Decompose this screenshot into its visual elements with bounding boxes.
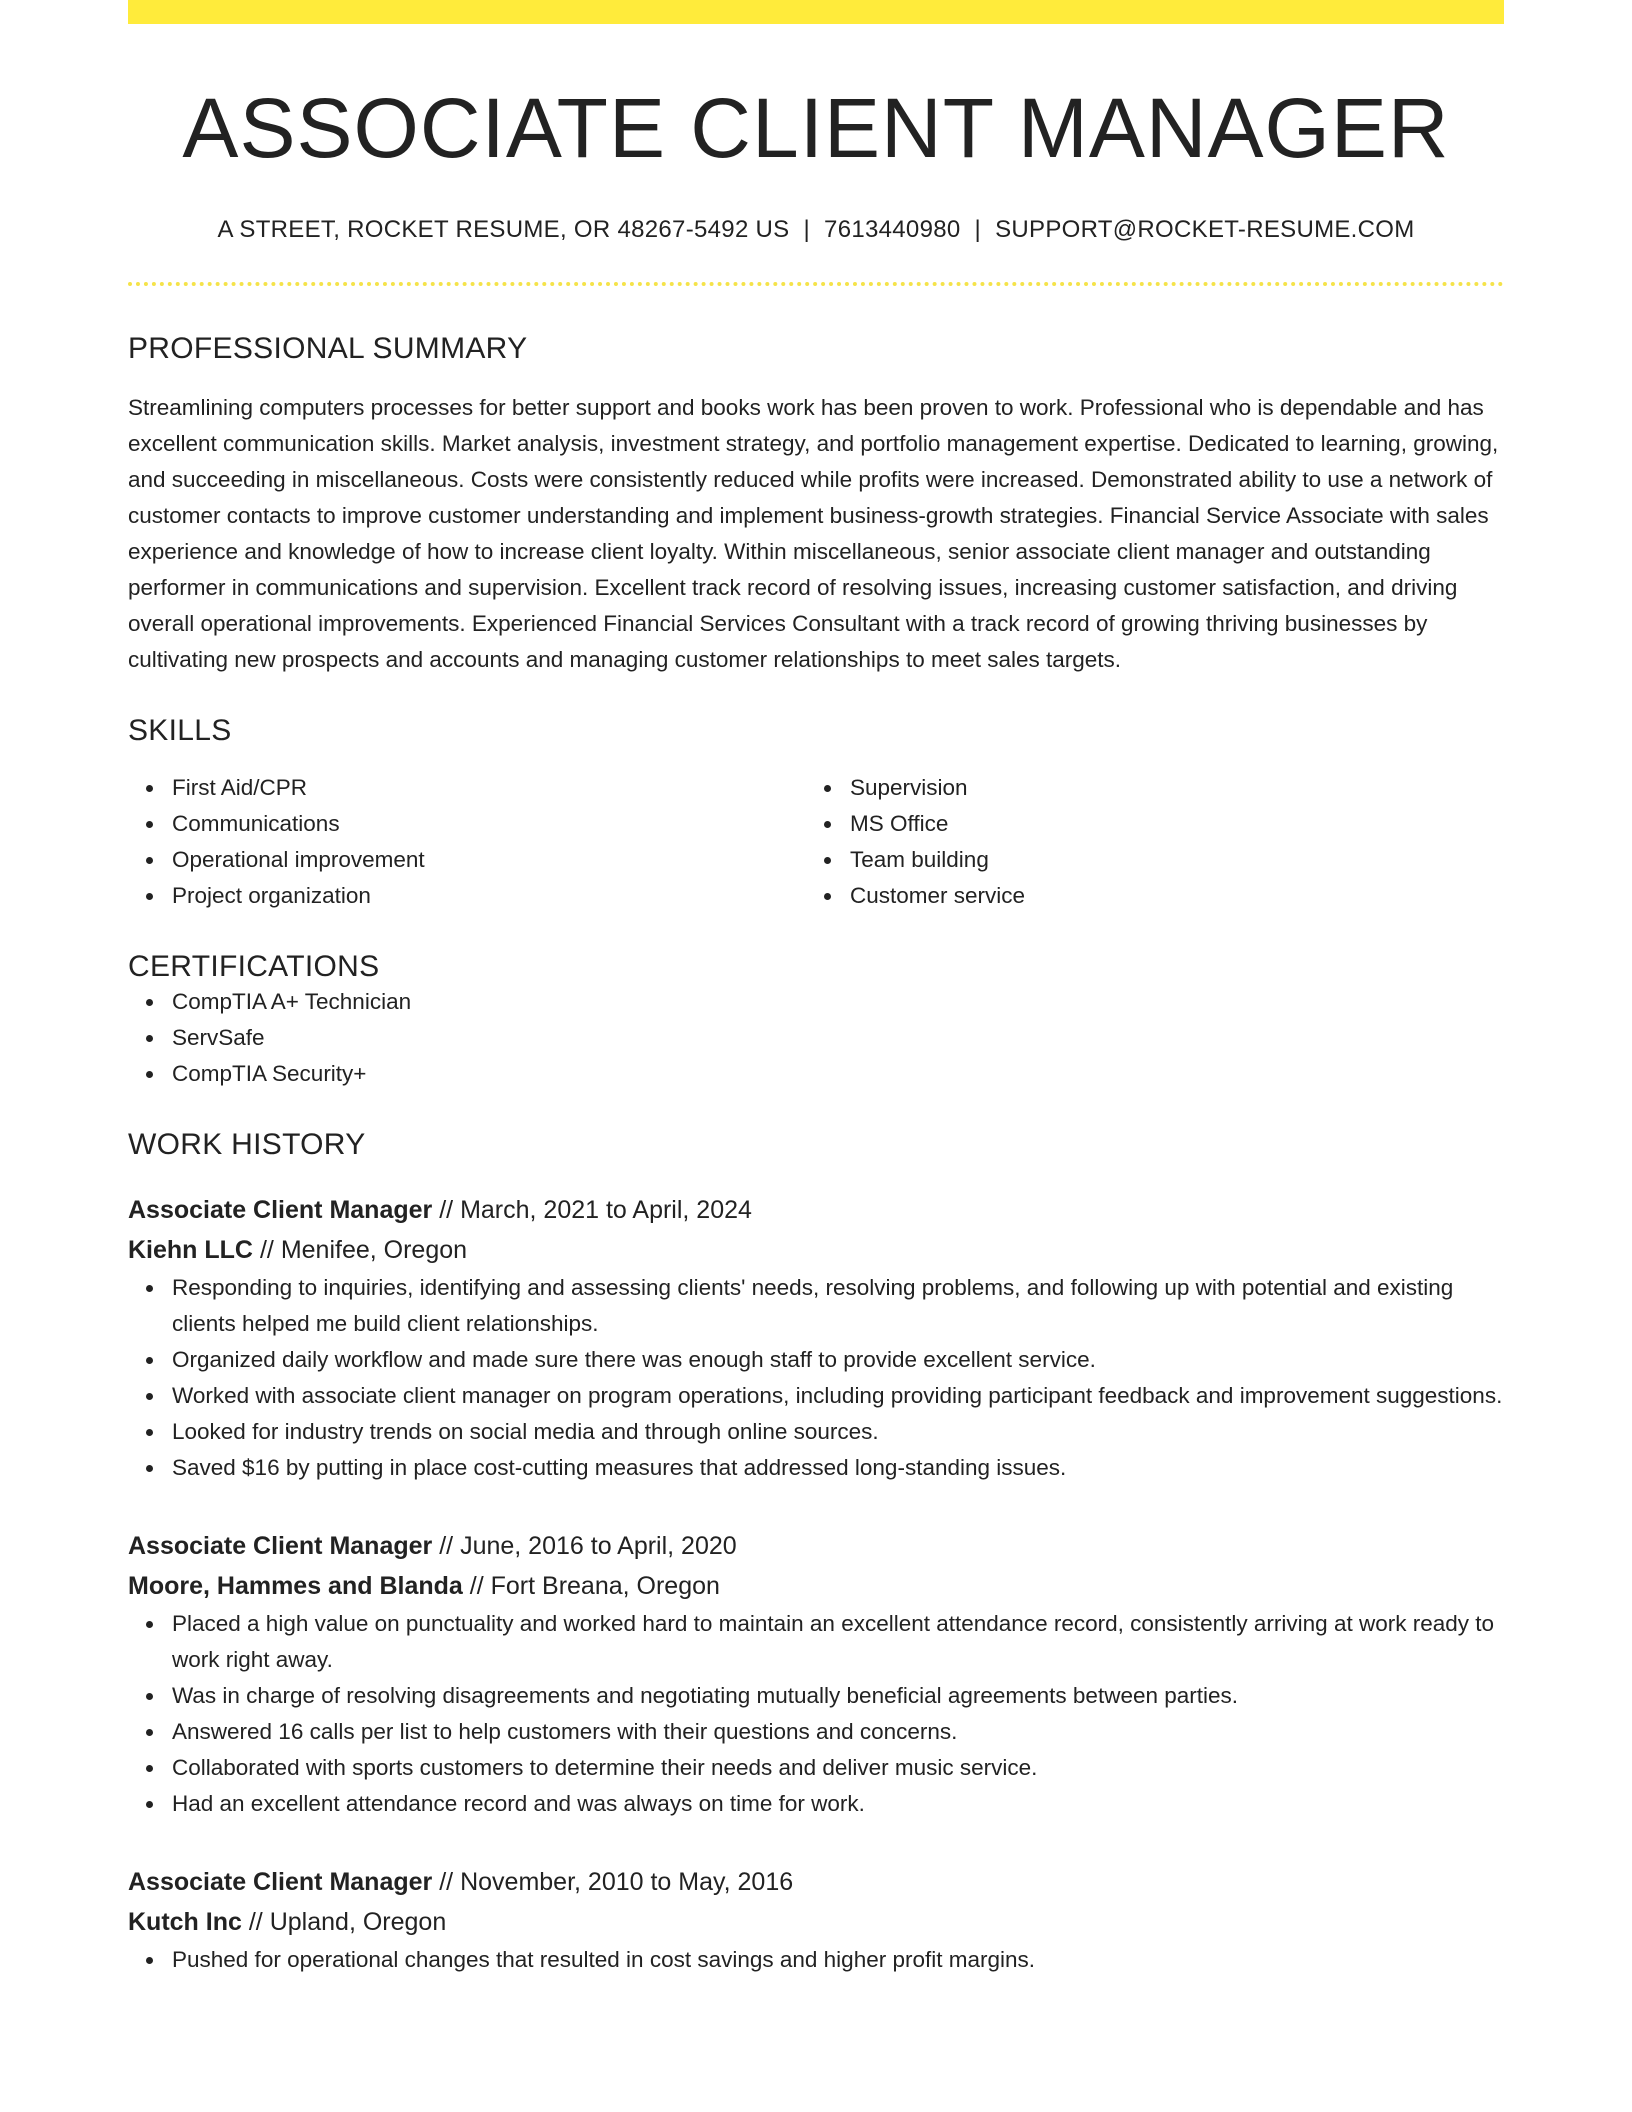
job-company-line [128,1902,1504,1942]
list-item: Communications [128,806,806,842]
skills-column-right [806,770,1484,914]
job-divider: // [469,1572,484,1601]
contact-separator: | [803,216,811,244]
certifications-section-title: CERTIFICATIONS [128,950,380,984]
skills-grid [128,770,1504,914]
job-location: Fort Breana, Oregon [490,1572,720,1601]
list-item: Had an excellent attendance record and was always on time for work. [128,1786,1504,1822]
skills-column-left [128,770,806,914]
skills-list-right [806,770,1484,914]
resume-page [128,0,1504,1978]
list-item: CompTIA Security+ [128,1056,1504,1092]
list-item: ServSafe [128,1020,1504,1056]
skills-list-left [128,770,806,914]
job-company: Moore, Hammes and Blanda [128,1572,463,1601]
job-role-line [128,1526,1504,1566]
job-dates: March, 2021 to April, 2024 [460,1196,752,1225]
list-item: Placed a high value on punctuality and worked hard to maintain an excellent attendance record, consistently arriving at work ready to work right away. [128,1606,1504,1678]
job-dates: November, 2010 to May, 2016 [460,1868,794,1897]
job-bullets [128,1942,1504,1978]
job-role: Associate Client Manager [128,1868,433,1897]
job-role-line [128,1190,1504,1230]
resume-name-heading: ASSOCIATE CLIENT MANAGER [182,81,1450,175]
job-role: Associate Client Manager [128,1196,433,1225]
list-item: Looked for industry trends on social media and through online sources. [128,1414,1504,1450]
job-dates: June, 2016 to April, 2020 [460,1532,737,1561]
contact-line [128,216,1504,244]
job-bullets [128,1270,1504,1486]
accent-top-bar [128,0,1504,24]
list-item: Team building [806,842,1484,878]
job-divider: // [259,1236,274,1265]
job-divider: // [248,1908,263,1937]
list-item: Supervision [806,770,1484,806]
job-entry [128,1190,1504,1486]
job-location: Menifee, Oregon [280,1236,468,1265]
job-divider: // [439,1196,454,1225]
dotted-divider [128,282,1504,286]
job-company: Kutch Inc [128,1908,242,1937]
list-item: Was in charge of resolving disagreements and negotiating mutually beneficial agreements between parties. [128,1678,1504,1714]
list-item: Operational improvement [128,842,806,878]
job-role-line [128,1862,1504,1902]
job-entry [128,1526,1504,1822]
job-entry [128,1862,1504,1978]
job-role: Associate Client Manager [128,1532,433,1561]
skills-section-title: SKILLS [128,714,232,748]
list-item: Pushed for operational changes that resulted in cost savings and higher profit margins. [128,1942,1504,1978]
summary-section-title: PROFESSIONAL SUMMARY [128,332,528,366]
contact-address: A STREET, ROCKET RESUME, OR 48267-5492 US [217,216,790,244]
job-divider: // [439,1868,454,1897]
contact-separator: | [974,216,982,244]
summary-paragraph: Streamlining computers processes for better support and books work has been proven to work. Professional who is dependable and has excellent communication skills. Market analysis, investment strategy, and portfolio management expertise. Dedicated to learning, growing, and succeeding in miscellaneous. Costs were consistently reduced while profits were increased. Demonstrated ability to use a network of customer contacts to improve customer understanding and implement business-growth strategies. Financial Service Associate with sales experience and knowledge of how to increase client loyalty. Within miscellaneous, senior associate client manager and outstanding performer in communications and supervision. Excellent track record of resolving issues, increasing customer satisfaction, and driving overall operational improvements. Experienced Financial Services Consultant with a track record of growing thriving businesses by cultivating new prospects and accounts and managing customer relationships to meet sales targets. [128,395,1499,673]
certifications-list [128,984,1504,1092]
work-history-section-title: WORK HISTORY [128,1128,366,1162]
list-item: Organized daily workflow and made sure there was enough staff to provide excellent service. [128,1342,1504,1378]
job-location: Upland, Oregon [269,1908,447,1937]
job-divider: // [439,1532,454,1561]
list-item: Saved $16 by putting in place cost-cutting measures that addressed long-standing issues. [128,1450,1504,1486]
contact-phone: 7613440980 [824,216,961,244]
list-item: CompTIA A+ Technician [128,984,1504,1020]
job-company-line [128,1230,1504,1270]
job-company: Kiehn LLC [128,1236,253,1265]
list-item: Answered 16 calls per list to help customers with their questions and concerns. [128,1714,1504,1750]
list-item: Collaborated with sports customers to determine their needs and deliver music service. [128,1750,1504,1786]
list-item: Customer service [806,878,1484,914]
contact-email: SUPPORT@ROCKET-RESUME.COM [995,216,1415,244]
list-item: Worked with associate client manager on program operations, including providing participant feedback and improvement suggestions. [128,1378,1504,1414]
job-company-line [128,1566,1504,1606]
list-item: Project organization [128,878,806,914]
list-item: Responding to inquiries, identifying and assessing clients' needs, resolving problems, and following up with potential and existing clients helped me build client relationships. [128,1270,1504,1342]
list-item: First Aid/CPR [128,770,806,806]
job-bullets [128,1606,1504,1822]
list-item: MS Office [806,806,1484,842]
